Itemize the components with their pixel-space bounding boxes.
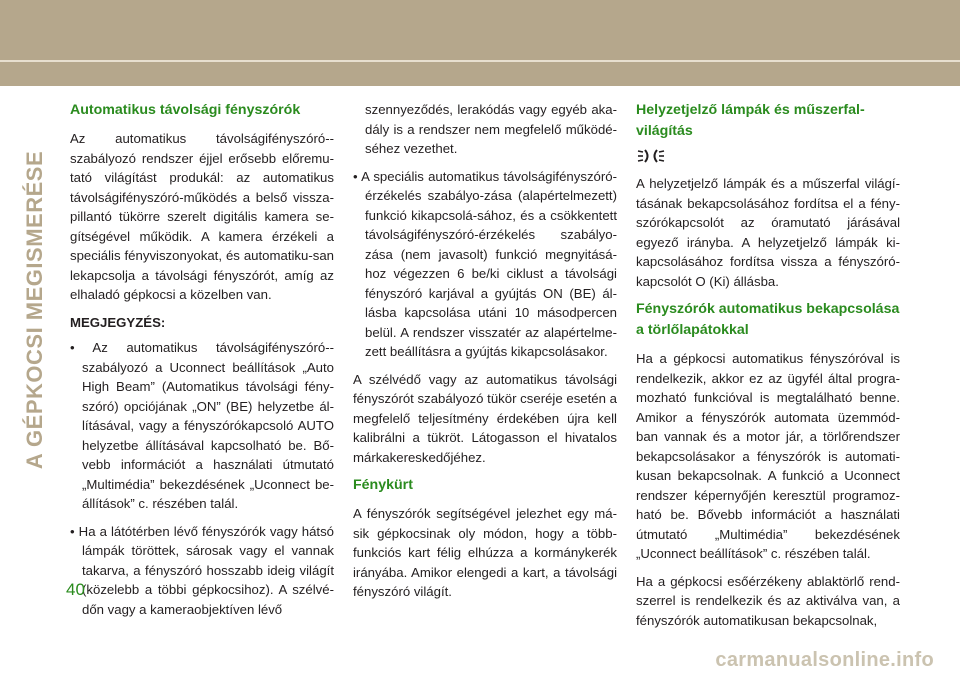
column-1: [70, 100, 334, 627]
heading-auto-headlamps-wipers: Fényszórók automatikus bekapcsolása a törlőlapátokkal: [636, 301, 900, 338]
heading-parking-lights: Helyzetjelző lámpák és műszerfal-világítás: [636, 102, 865, 139]
heading-flash-to-pass: Fénykürt: [353, 477, 413, 493]
top-band-line: [0, 60, 960, 62]
top-band: [0, 0, 960, 86]
paragraph: A fényszórók segítségével jelezhet egy má-sik gépkocsinak oly módon, hogy a több-funkciós kart félig elhúzza a kormánykerék irányába. Amikor elengedi a kart, a távolsági fényszóró világít.: [353, 506, 617, 599]
paragraph: A helyzetjelző lámpák és a műszerfal világí-tásának bekapcsolásához fordítsa el a fény-szórókapcsolót az óramutató járásával egyező irányba. A helyzetjelző lámpák ki-kapcsolásához fordítsa vissza a fényszóró-kapcsolót O (Ki) állásba.: [636, 176, 900, 289]
column-2: [353, 100, 617, 610]
paragraph: Ha a gépkocsi automatikus fényszóróval is rendelkezik, akkor ez az ügyfél által progra-mozható funkcióval is megtalálható benne. Amikor a fényszórók automata üzemmód-ban vannak és a motor jár, a törlőrendszer bekapcsolásakor a fényszórók is automati-kusan bekapcsolnak. A funkció a Uconnect rendszer képernyőjén keresztül programoz-ható be. Bővebb információt a használati útmutató „Multimédia” bekezdésének „Uconnect beállítások” c. részében talál.: [636, 351, 900, 561]
page-number: 40: [66, 580, 85, 599]
bullet-item: • Az automatikus távolságifényszóró--szabályozó a Uconnect beállítások „Auto High Beam” (Automatikus távolsági fény-szóró) opciójának „ON” (BE) helyzetbe ál-lításával, vagy a fényszórókapcsoló AUTO helyzetbe állításával kapcsolható be. Bő-vebb információt a használati útmutató „Multimédia” bekezdésének „Uconnect be-állítások” c. részében talál.: [70, 340, 334, 511]
paragraph: Ha a gépkocsi esőérzékeny ablaktörlő rend-szerrel is rendelkezik és az aktiválva van, a fényszórók automatikusan bekapcsolnak,: [636, 573, 900, 628]
bullet-item: • Ha a látótérben lévő fényszórók vagy hátsó lámpák töröttek, sárosak vagy el vannak takarva, a fényszóró hosszabb ideig világít (közelebb a többi gépkocsihoz). A szélvé-dőn vagy a kameraobjektíven lévő: [70, 523, 334, 617]
bullet-item: • A speciális automatikus távolságifényszóró-érzékelés szabályo-zása (alapértelmezett) funkció kikapcsolá-sához, és a csökkentett távolságifényszóró-érzékelés szabályo-zása (nem javasolt) funkció megnyitásá-hoz végezzen 6 be/ki ciklust a távolsági fényszóró karjával a gyújtás ON (BE) ál-lásba kapcsolása utáni 10 másodpercen belül. A rendszer visszatér az alapértelme-zett beállításra a gyújtás kikapcsolásakor.: [353, 168, 617, 359]
heading-auto-high-beam: Automatikus távolsági fényszórók: [70, 102, 301, 118]
bullet-continuation: szennyeződés, lerakódás vagy egyéb aka-dály is a rendszer nem megfelelő működé-séhez vezethet.: [365, 102, 617, 156]
parking-lamp-icon: [636, 146, 900, 170]
column-3: [636, 100, 900, 638]
side-tab: [22, 100, 48, 520]
note-label: MEGJEGYZÉS:: [70, 314, 166, 330]
paragraph: A szélvédő vagy az automatikus távolsági fényszórót szabályozó tükör cseréje esetén a megfelelő teljesítmény érdekében újra kell kalibrálni a tükröt. Látogasson el hivatalos márkakereskedőjéhez.: [353, 371, 617, 465]
side-tab-label: A GÉPKOCSI MEGISMERÉSE: [22, 150, 47, 470]
watermark: carmanualsonline.info: [715, 649, 934, 671]
paragraph: Az automatikus távolságifényszóró--szabályozó rendszer éjjel erősebb előremu-tató világítást produkál: az automatikus távolságifényszóró-működés a belső vissza-pillantó tükörre szerelt digitális kamera se-gítségével működik. A kamera érzékeli a speciális fényviszonyokat, és automatiku-san lekapcsolja a távolsági fényszórót, amíg az elhaladó gépkocsi a közelben van.: [70, 131, 334, 302]
